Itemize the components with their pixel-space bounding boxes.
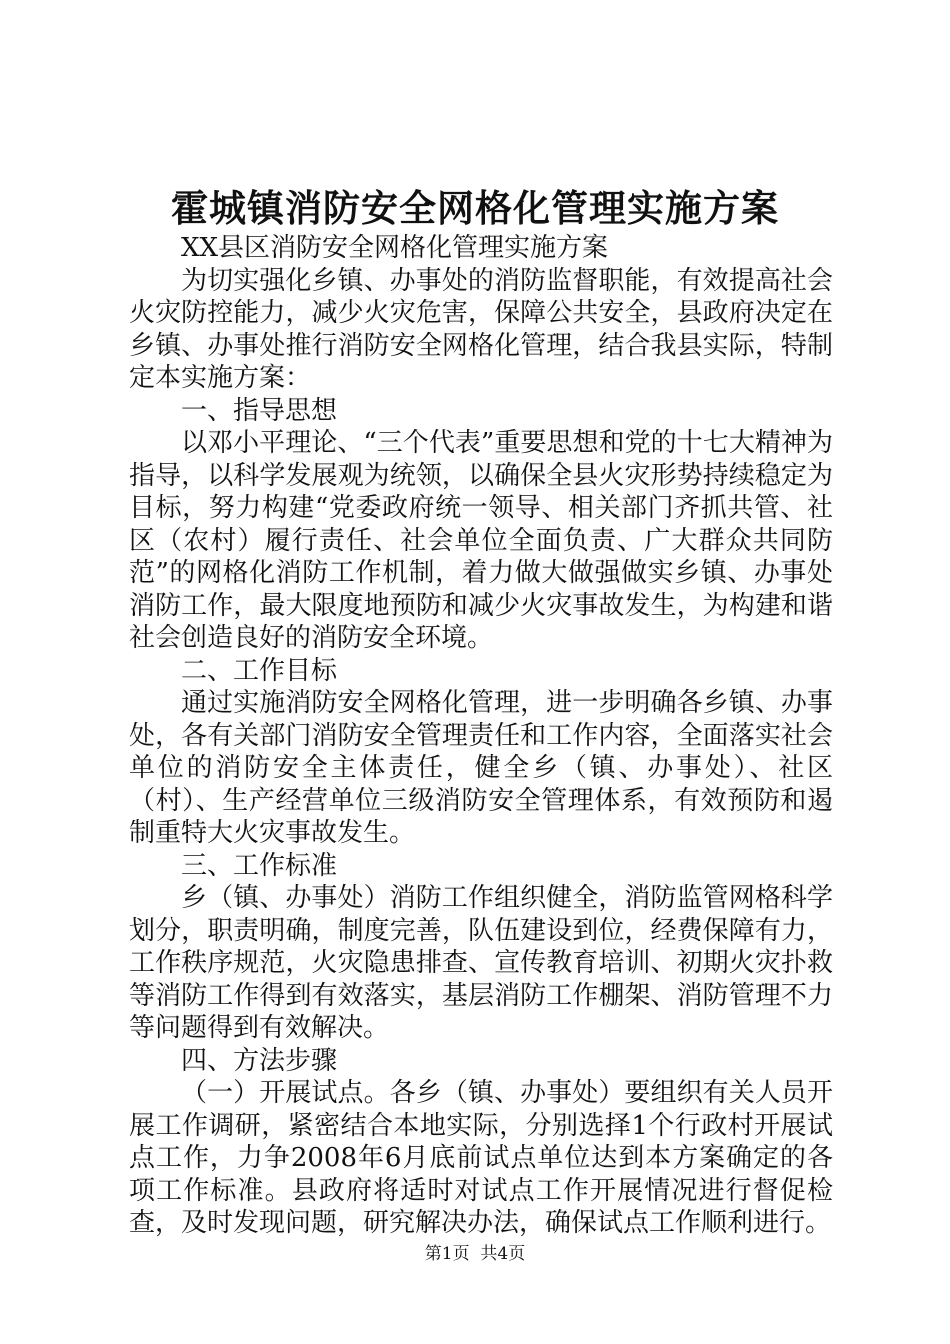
intro-paragraph: 为切实强化乡镇、办事处的消防监督职能，有效提高社会火灾防控能力，减少火灾危害，保障公共安全，县政府决定在乡镇、办事处推行消防安全网格化管理，结合我县实际，特制定本实施方案： xyxy=(129,265,833,393)
total-pages: 共4页 xyxy=(480,1244,526,1264)
section-heading-work-goal: 二、工作目标 xyxy=(181,655,338,686)
section-text-work-goal: 通过实施消防安全网格化管理，进一步明确各乡镇、办事处，各有关部门消防安全管理责任和工作内容，全面落实社会单位的消防安全主体责任，健全乡（镇、办事处）、社区（村）、生产经营单位三级消防安全管理体系，有效预防和遏制重特大火灾事故发生。 xyxy=(129,688,833,848)
section-heading-work-standard: 三、工作标准 xyxy=(181,850,338,881)
section-heading-guiding-thought: 一、指导思想 xyxy=(181,395,338,426)
document-body xyxy=(129,232,833,1240)
section-text-method-steps: （一）开展试点。各乡（镇、办事处）要组织有关人员开展工作调研，紧密结合本地实际，分别选择1个行政村开展试点工作，力争2008年6月底前试点单位达到本方案确定的各项工作标准。县政府将适时对试点工作开展情况进行督促检查，及时发现问题，研究解决办法，确保试点工作顺利进行。 xyxy=(129,1078,833,1238)
section-text-work-standard: 乡（镇、办事处）消防工作组织健全，消防监管网格科学划分，职责明确，制度完善，队伍建设到位，经费保障有力，工作秩序规范，火灾隐患排查、宣传教育培训、初期火灾扑救等消防工作得到有效落实，基层消防工作棚架、消防管理不力等问题得到有效解决。 xyxy=(129,883,833,1043)
section-text-guiding-thought: 以邓小平理论、“三个代表”重要思想和党的十七大精神为指导，以科学发展观为统领，以确保全县火灾形势持续稳定为目标，努力构建“党委政府统一领导、相关部门齐抓共管、社区（农村）履行责任、社会单位全面负责、广大群众共同防范”的网格化消防工作机制，着力做大做强做实乡镇、办事处消防工作，最大限度地预防和减少火灾事故发生，为构建和谐社会创造良好的消防安全环境。 xyxy=(129,428,833,653)
document-subtitle: XX县区消防安全网格化管理实施方案 xyxy=(181,233,609,263)
page-footer xyxy=(0,1242,950,1266)
footer-spacer xyxy=(470,1244,481,1264)
page-title: 霍城镇消防安全网格化管理实施方案 xyxy=(171,186,779,230)
page-number: 第1页 xyxy=(424,1244,470,1264)
section-heading-method-steps: 四、方法步骤 xyxy=(181,1045,338,1076)
